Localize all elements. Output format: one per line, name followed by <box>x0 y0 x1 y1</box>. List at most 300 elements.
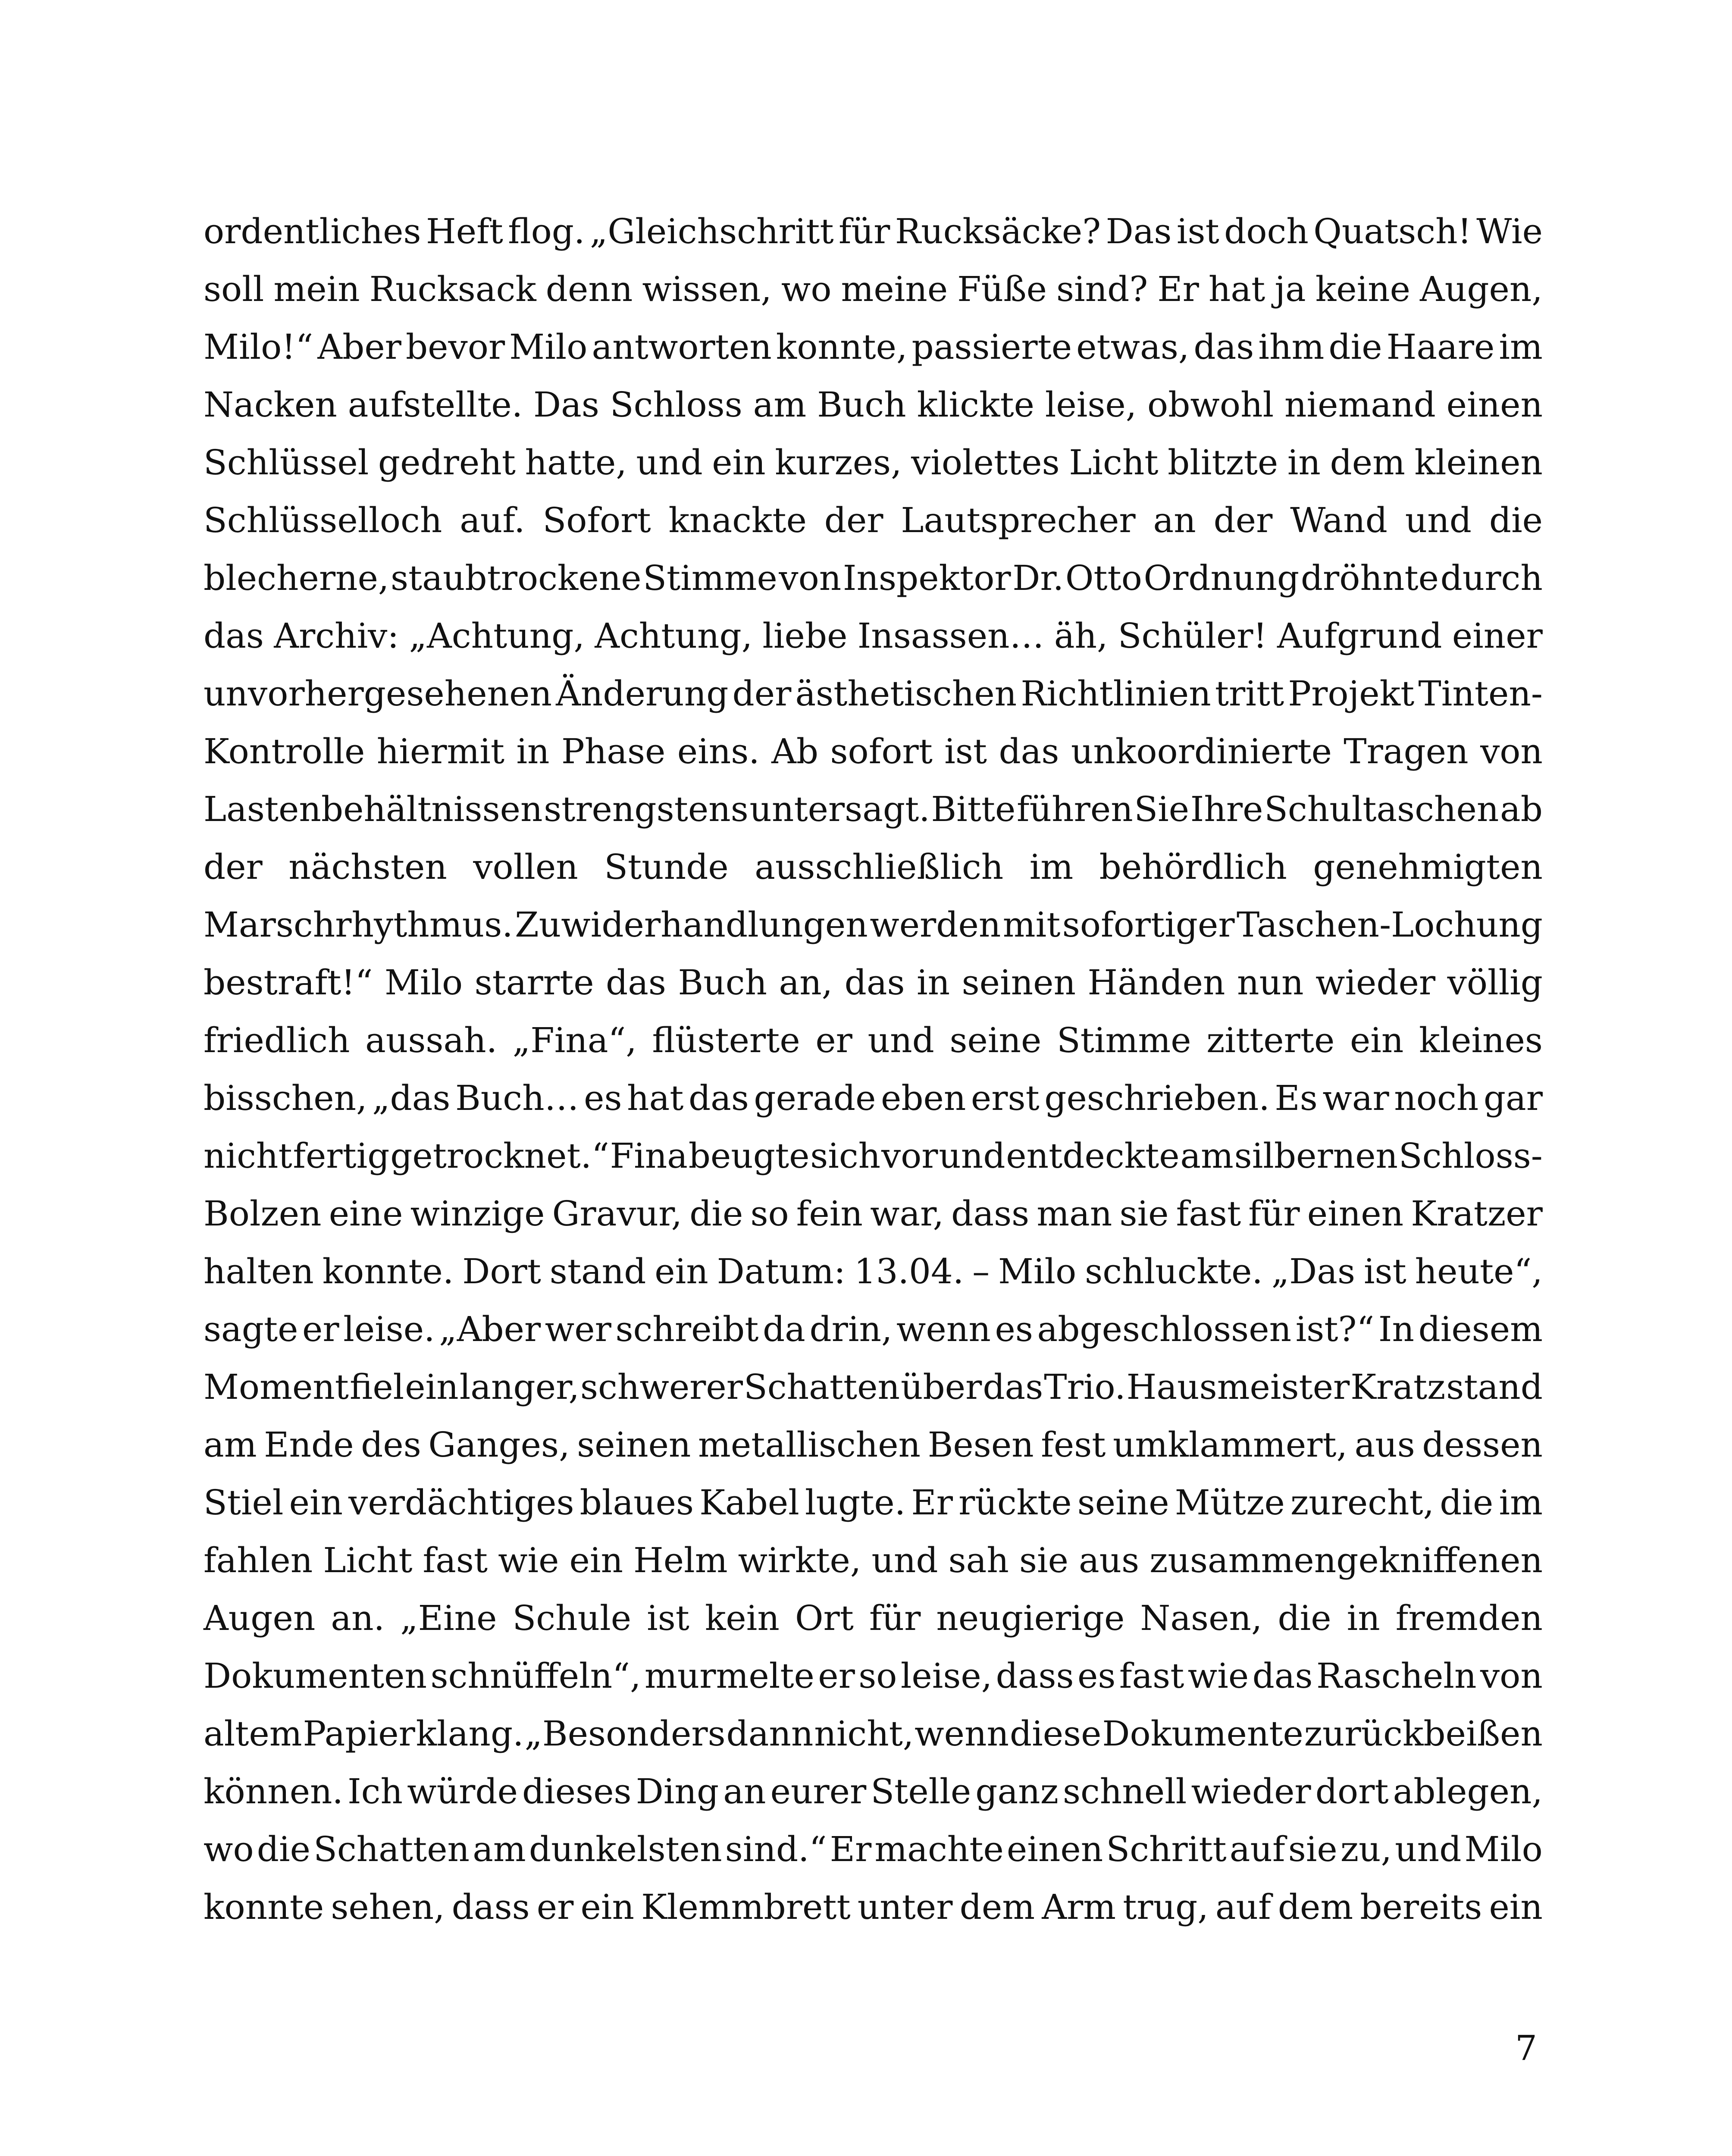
word: sich <box>810 1136 881 1176</box>
word: In <box>1378 1309 1414 1349</box>
word: das <box>983 1367 1043 1407</box>
word: kein <box>705 1598 780 1638</box>
word: man <box>1037 1194 1112 1234</box>
word: dass <box>951 1194 1030 1234</box>
word: am <box>473 1829 526 1869</box>
word: ästhetischen <box>795 674 1017 714</box>
word: blecherne, <box>204 558 389 598</box>
word: wieder <box>1315 962 1436 1003</box>
word: ordentliches <box>204 211 421 251</box>
word: Rucksäcke? <box>895 211 1101 251</box>
word: war <box>1322 1078 1389 1118</box>
word: die <box>1278 1598 1331 1638</box>
word: meine <box>841 269 948 309</box>
word: stand <box>1446 1367 1543 1407</box>
word: Sie <box>1134 789 1190 829</box>
word: Milo <box>509 327 588 367</box>
word: über <box>900 1367 982 1407</box>
word: stand <box>549 1251 646 1291</box>
word: altem <box>204 1714 302 1754</box>
word: ist <box>647 1598 689 1638</box>
word: Heft <box>426 211 503 251</box>
word: er <box>536 1887 574 1927</box>
word: obwohl <box>1147 385 1274 425</box>
word: tritt <box>1215 674 1284 714</box>
word: Aber <box>317 327 401 367</box>
word: sind.“ <box>725 1829 827 1869</box>
word: seinen <box>577 1425 691 1465</box>
word: die <box>257 1829 310 1869</box>
word: der <box>824 500 883 540</box>
word: eins. <box>677 731 760 771</box>
word: Datum: <box>717 1251 846 1291</box>
word: ab <box>1500 789 1543 829</box>
text-line <box>204 1358 1543 1416</box>
word: es <box>1077 1656 1116 1696</box>
word: ganz <box>975 1771 1059 1811</box>
word: Schatten <box>743 1367 900 1407</box>
text-line <box>204 665 1543 723</box>
word: Händen <box>1087 962 1225 1003</box>
word: Sofort <box>542 500 651 540</box>
word: des <box>361 1425 421 1465</box>
word: fast <box>1119 1656 1184 1696</box>
word: nächsten <box>288 847 447 887</box>
word: Lautsprecher <box>901 500 1136 540</box>
word: hat <box>627 1078 684 1118</box>
word: einen <box>1006 1829 1103 1869</box>
word: eben <box>880 1078 966 1118</box>
word: Milo <box>1464 1829 1543 1869</box>
word: schreibt <box>615 1309 759 1349</box>
word: in <box>516 731 550 771</box>
word: Stimme <box>1056 1020 1191 1060</box>
word: wirkte, <box>738 1540 861 1580</box>
word: Nasen, <box>1140 1598 1262 1638</box>
word: hatte, <box>525 442 627 483</box>
word: Er <box>911 1482 953 1523</box>
word: das <box>688 1078 749 1118</box>
word: sie <box>1019 1540 1068 1580</box>
word: sind? <box>1056 269 1148 309</box>
text-line <box>204 1532 1543 1589</box>
text-line <box>204 318 1543 376</box>
word: seine <box>1077 1482 1169 1523</box>
word: das <box>999 731 1059 771</box>
word: und <box>939 1136 1005 1176</box>
word: Inspektor <box>843 558 1011 598</box>
word: Phase <box>561 731 666 771</box>
word: unvorhergesehenen <box>204 674 552 714</box>
word: an. <box>331 1598 385 1638</box>
word: unkoordinierte <box>1071 731 1332 771</box>
word: Hausmeister <box>1126 1367 1350 1407</box>
text-line <box>204 1127 1543 1185</box>
word: Kratz <box>1350 1367 1446 1407</box>
word: Marschrhythmus. <box>204 905 513 945</box>
word: Buch… <box>455 1078 579 1118</box>
word: es <box>584 1078 622 1118</box>
word: wissen, <box>642 269 772 309</box>
word: vor <box>881 1136 938 1176</box>
word: führen <box>1016 789 1133 829</box>
word: es <box>995 1309 1033 1349</box>
word: Insassen… <box>857 616 1044 656</box>
word: Ich <box>348 1771 403 1811</box>
word: sah <box>948 1540 1009 1580</box>
word: an <box>723 1771 766 1811</box>
word: zurecht, <box>1290 1482 1434 1523</box>
word: beugte <box>688 1136 810 1176</box>
word: eurer <box>770 1771 867 1811</box>
word: fast <box>1176 1194 1241 1234</box>
word: die <box>1489 500 1543 540</box>
word: Arm <box>1042 1887 1116 1927</box>
word: staubtrockene <box>390 558 642 598</box>
word: von <box>779 558 842 598</box>
word: völlig <box>1447 962 1543 1003</box>
word: leise. <box>343 1309 435 1349</box>
word: Schlüsselloch <box>204 500 442 540</box>
word: schnüffeln“, <box>430 1656 641 1696</box>
word: silbernen <box>1234 1136 1398 1176</box>
text-line <box>204 203 1543 260</box>
word: dass <box>451 1887 530 1927</box>
word: winzige <box>410 1194 545 1234</box>
word: fest <box>1041 1425 1106 1465</box>
text-line <box>204 549 1543 607</box>
word: starrte <box>474 962 594 1003</box>
word: dass <box>996 1656 1074 1696</box>
word: Ordnung <box>1143 558 1300 598</box>
word: einen <box>1446 385 1543 425</box>
word: auf <box>1229 1829 1285 1869</box>
word: Tragen <box>1344 731 1469 771</box>
word: Ganges, <box>428 1425 570 1465</box>
word: doch <box>1224 211 1309 251</box>
word: Es <box>1275 1078 1318 1118</box>
word: „Achtung, <box>409 616 585 656</box>
word: Richtlinien <box>1021 674 1211 714</box>
word: diesem <box>1418 1309 1543 1349</box>
word: im <box>1499 327 1543 367</box>
word: strengstens <box>544 789 749 829</box>
word: sie <box>1119 1194 1169 1234</box>
word: da <box>762 1309 805 1349</box>
word: und <box>871 1540 938 1580</box>
word: können. <box>204 1771 343 1811</box>
word: „Gleichschritt <box>589 211 834 251</box>
word: bisschen, <box>204 1078 367 1118</box>
word: und <box>1395 1829 1462 1869</box>
word: schluckte. <box>1085 1251 1263 1291</box>
word: die <box>689 1194 743 1234</box>
body-text <box>204 203 1543 1936</box>
word: wieder <box>1191 1771 1311 1811</box>
word: murmelte <box>644 1656 814 1696</box>
word: im <box>1029 847 1074 887</box>
word: fein <box>796 1194 863 1234</box>
word: „Aber <box>439 1309 541 1349</box>
word: Bolzen <box>204 1194 322 1234</box>
word: Bitte <box>931 789 1016 829</box>
word: leise, <box>900 1656 993 1696</box>
word: nun <box>1237 962 1304 1003</box>
word: antworten <box>592 327 772 367</box>
word: konnte. <box>322 1251 454 1291</box>
word: friedlich <box>204 1020 350 1060</box>
word: wenn <box>915 1714 1009 1754</box>
word: Schultaschen <box>1264 789 1499 829</box>
word: Lastenbehältnissen <box>204 789 543 829</box>
word: Er <box>830 1829 872 1869</box>
word: wo <box>204 1829 254 1869</box>
word: Ende <box>264 1425 354 1465</box>
word: ist?“ <box>1295 1309 1375 1349</box>
word: schwerer <box>580 1367 743 1407</box>
word: Dort <box>462 1251 541 1291</box>
word: 13.04. <box>854 1251 964 1291</box>
text-line <box>204 1012 1543 1069</box>
word: Ding <box>636 1771 719 1811</box>
word: violettes <box>911 442 1060 483</box>
word: in <box>1287 442 1321 483</box>
word: metallischen <box>698 1425 921 1465</box>
text-line <box>204 1647 1543 1705</box>
word: noch <box>1394 1078 1479 1118</box>
word: Rascheln <box>1316 1656 1477 1696</box>
word: Schule <box>512 1598 632 1638</box>
word: bereits <box>1360 1887 1482 1927</box>
word: einen <box>1307 1194 1404 1234</box>
word: diese <box>1009 1714 1102 1754</box>
word: ein <box>289 1482 343 1523</box>
word: nicht, <box>814 1714 914 1754</box>
word: zurückbeißen <box>1304 1714 1543 1754</box>
word: Besen <box>927 1425 1034 1465</box>
word: neugierige <box>936 1598 1125 1638</box>
word: knackte <box>668 500 807 540</box>
word: nicht <box>204 1136 292 1176</box>
word: etwas, <box>1076 327 1190 367</box>
word: verdächtiges <box>348 1482 574 1523</box>
word: die <box>1440 1482 1494 1523</box>
word: ein <box>1489 1887 1543 1927</box>
word: Trio. <box>1044 1367 1126 1407</box>
page-number: 7 <box>1515 2028 1537 2068</box>
word: ein <box>580 1887 634 1927</box>
word: abgeschlossen <box>1037 1309 1292 1349</box>
word: Füße <box>957 269 1047 309</box>
text-line <box>204 492 1543 549</box>
word: mit <box>1002 905 1061 945</box>
word: er <box>302 1309 339 1349</box>
word: wie <box>498 1540 559 1580</box>
word: ablegen, <box>1393 1771 1543 1811</box>
word: das <box>844 962 905 1003</box>
word: Dr. <box>1012 558 1064 598</box>
word: sofort <box>830 731 933 771</box>
word: Tinten- <box>1418 674 1543 714</box>
word: für <box>839 211 890 251</box>
word: Augen <box>204 1598 316 1638</box>
word: am <box>204 1425 257 1465</box>
word: „das <box>372 1078 451 1118</box>
word: klang. <box>416 1714 524 1754</box>
word: Haare <box>1386 327 1495 367</box>
word: und <box>1405 500 1472 540</box>
word: dem <box>1278 1887 1353 1927</box>
word: für <box>1248 1194 1300 1234</box>
word: getrocknet.“ <box>390 1136 609 1176</box>
word: an, <box>779 962 833 1003</box>
word: Änderung <box>556 674 729 714</box>
word: dort <box>1315 1771 1389 1811</box>
word: mein <box>273 269 360 309</box>
word: flüsterte <box>652 1020 800 1060</box>
word: Buch <box>817 385 906 425</box>
word: gedreht <box>378 442 516 483</box>
word: auf <box>1215 1887 1271 1927</box>
text-line <box>204 1878 1543 1936</box>
word: Milo <box>998 1251 1077 1291</box>
word: Schatten <box>313 1829 470 1869</box>
word: an <box>1153 500 1196 540</box>
word: Wand <box>1290 500 1387 540</box>
word: dem <box>959 1887 1035 1927</box>
text-line <box>204 1185 1543 1243</box>
word: Schüler! <box>1118 616 1267 656</box>
word: einer <box>1452 616 1543 656</box>
word: Ihre <box>1190 789 1263 829</box>
word: kleinen <box>1414 442 1543 483</box>
word: Dokumente <box>1102 1714 1303 1754</box>
word: Gravur, <box>552 1194 683 1234</box>
word: eine <box>329 1194 403 1234</box>
word: Rucksack <box>369 269 536 309</box>
word: Buch <box>678 962 767 1003</box>
word: wenn <box>896 1309 991 1349</box>
word: die <box>1328 327 1382 367</box>
word: dunkelsten <box>529 1829 722 1869</box>
word: denn <box>545 269 633 309</box>
word: ist <box>944 731 987 771</box>
word: Stimme <box>643 558 777 598</box>
word: trug, <box>1123 1887 1209 1927</box>
word: konnte, <box>776 327 908 367</box>
text-line <box>204 434 1543 492</box>
text-line <box>204 780 1543 838</box>
word: aus <box>1078 1540 1140 1580</box>
word: gar <box>1483 1078 1543 1118</box>
word: ein <box>1350 1020 1404 1060</box>
word: das <box>204 616 264 656</box>
word: – <box>972 1251 990 1291</box>
word: halten <box>204 1251 314 1291</box>
word: sehen, <box>331 1887 445 1927</box>
word: sie <box>1288 1829 1337 1869</box>
word: fiel <box>349 1367 404 1407</box>
word: das <box>1193 327 1254 367</box>
word: und <box>868 1020 934 1060</box>
word: hiermit <box>376 731 505 771</box>
word: das <box>605 962 666 1003</box>
word: leise, <box>1045 385 1137 425</box>
word: er <box>818 1656 855 1696</box>
word: von <box>1480 1656 1543 1696</box>
word: dem <box>1330 442 1405 483</box>
word: kleines <box>1419 1020 1543 1060</box>
word: vollen <box>473 847 578 887</box>
word: ein <box>405 1367 459 1407</box>
word: dann <box>726 1714 814 1754</box>
word: Das <box>533 385 599 425</box>
text-line <box>204 1300 1543 1358</box>
word: Stiel <box>204 1482 284 1523</box>
word: wo <box>781 269 832 309</box>
word: passierte <box>911 327 1072 367</box>
word: kurzes, <box>775 442 902 483</box>
word: umklammert, <box>1112 1425 1348 1465</box>
word: Quatsch! <box>1313 211 1472 251</box>
word: am <box>753 385 807 425</box>
word: aus <box>1354 1425 1415 1465</box>
word: auf. <box>460 500 525 540</box>
word: Stunde <box>604 847 729 887</box>
word: der <box>1213 500 1273 540</box>
word: und <box>636 442 703 483</box>
word: Zuwiderhandlungen <box>515 905 868 945</box>
word: Kabel <box>699 1482 799 1523</box>
word: Stelle <box>871 1771 971 1811</box>
word: war, <box>870 1194 944 1234</box>
word: „Besonders <box>524 1714 726 1754</box>
word: soll <box>204 269 264 309</box>
word: Archiv: <box>274 616 399 656</box>
word: Schlüssel <box>204 442 369 483</box>
word: „Eine <box>400 1598 497 1638</box>
word: blaues <box>579 1482 694 1523</box>
text-line <box>204 1821 1543 1878</box>
word: blitzte <box>1168 442 1278 483</box>
word: ihm <box>1258 327 1325 367</box>
text-line <box>204 896 1543 954</box>
word: bevor <box>405 327 505 367</box>
word: Otto <box>1065 558 1142 598</box>
word: durch <box>1440 558 1543 598</box>
word: Kontrolle <box>204 731 365 771</box>
word: machte <box>874 1829 1004 1869</box>
word: von <box>1480 731 1543 771</box>
word: Klemmbrett <box>641 1887 851 1927</box>
word: Taschen-Lochung <box>1236 905 1543 945</box>
word: „Fina“, <box>512 1020 637 1060</box>
word: Milo <box>384 962 463 1003</box>
word: liebe <box>762 616 848 656</box>
word: Mütze <box>1175 1482 1285 1523</box>
word: langer, <box>459 1367 579 1407</box>
word: Papier <box>303 1714 415 1754</box>
word: Schloss <box>610 385 742 425</box>
word: wie <box>1187 1656 1249 1696</box>
text-line <box>204 1416 1543 1474</box>
text-line <box>204 607 1543 665</box>
word: lugte. <box>805 1482 906 1523</box>
word: gerade <box>754 1078 876 1118</box>
word: für <box>869 1598 921 1638</box>
word: klickte <box>917 385 1034 425</box>
word: behördlich <box>1099 847 1287 887</box>
